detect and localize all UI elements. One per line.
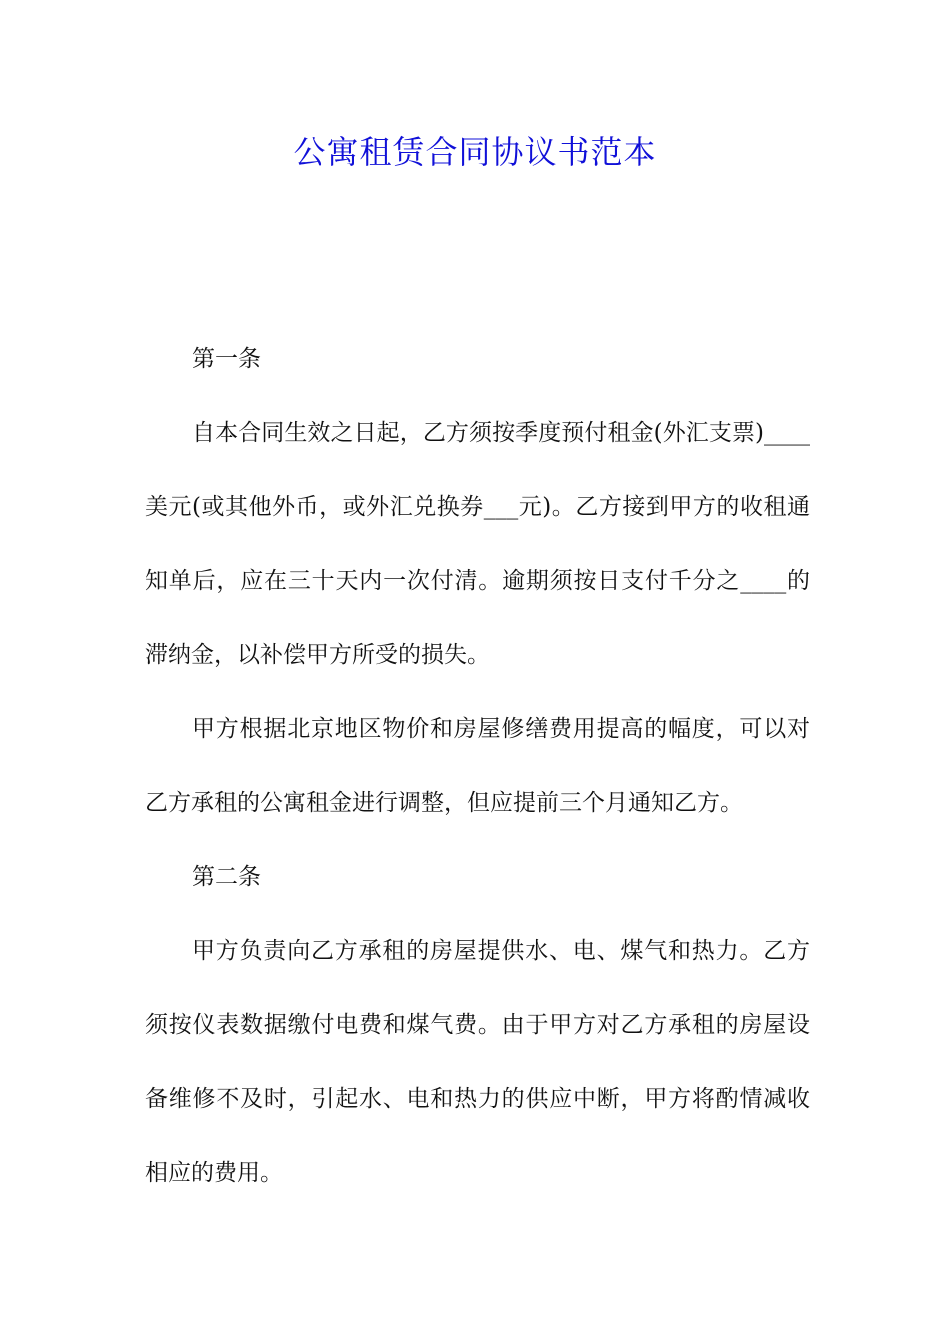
document-title: 公寓租赁合同协议书范本 — [293, 133, 657, 171]
article-1-paragraph-2: 甲方根据北京地区物价和房屋修缮费用提高的幅度，可以对乙方承租的公寓租金进行调整，但应提前三个月通知乙方。 — [145, 716, 810, 816]
document-body — [145, 322, 810, 1210]
article-2-heading: 第二条 — [192, 864, 261, 890]
article-1-heading: 第一条 — [192, 346, 261, 372]
article-2-paragraph-1: 甲方负责向乙方承租的房屋提供水、电、煤气和热力。乙方须按仪表数据缴付电费和煤气费。由于甲方对乙方承租的房屋设备维修不及时，引起水、电和热力的供应中断，甲方将酌情减收相应的费用。 — [145, 938, 810, 1186]
article-1-paragraph-1: 自本合同生效之日起，乙方须按季度预付租金(外汇支票)____美元(或其他外币，或外汇兑换券___元)。乙方接到甲方的收租通知单后，应在三十天内一次付清。逾期须按日支付千分之____的滞纳金，以补偿甲方所受的损失。 — [145, 420, 810, 668]
